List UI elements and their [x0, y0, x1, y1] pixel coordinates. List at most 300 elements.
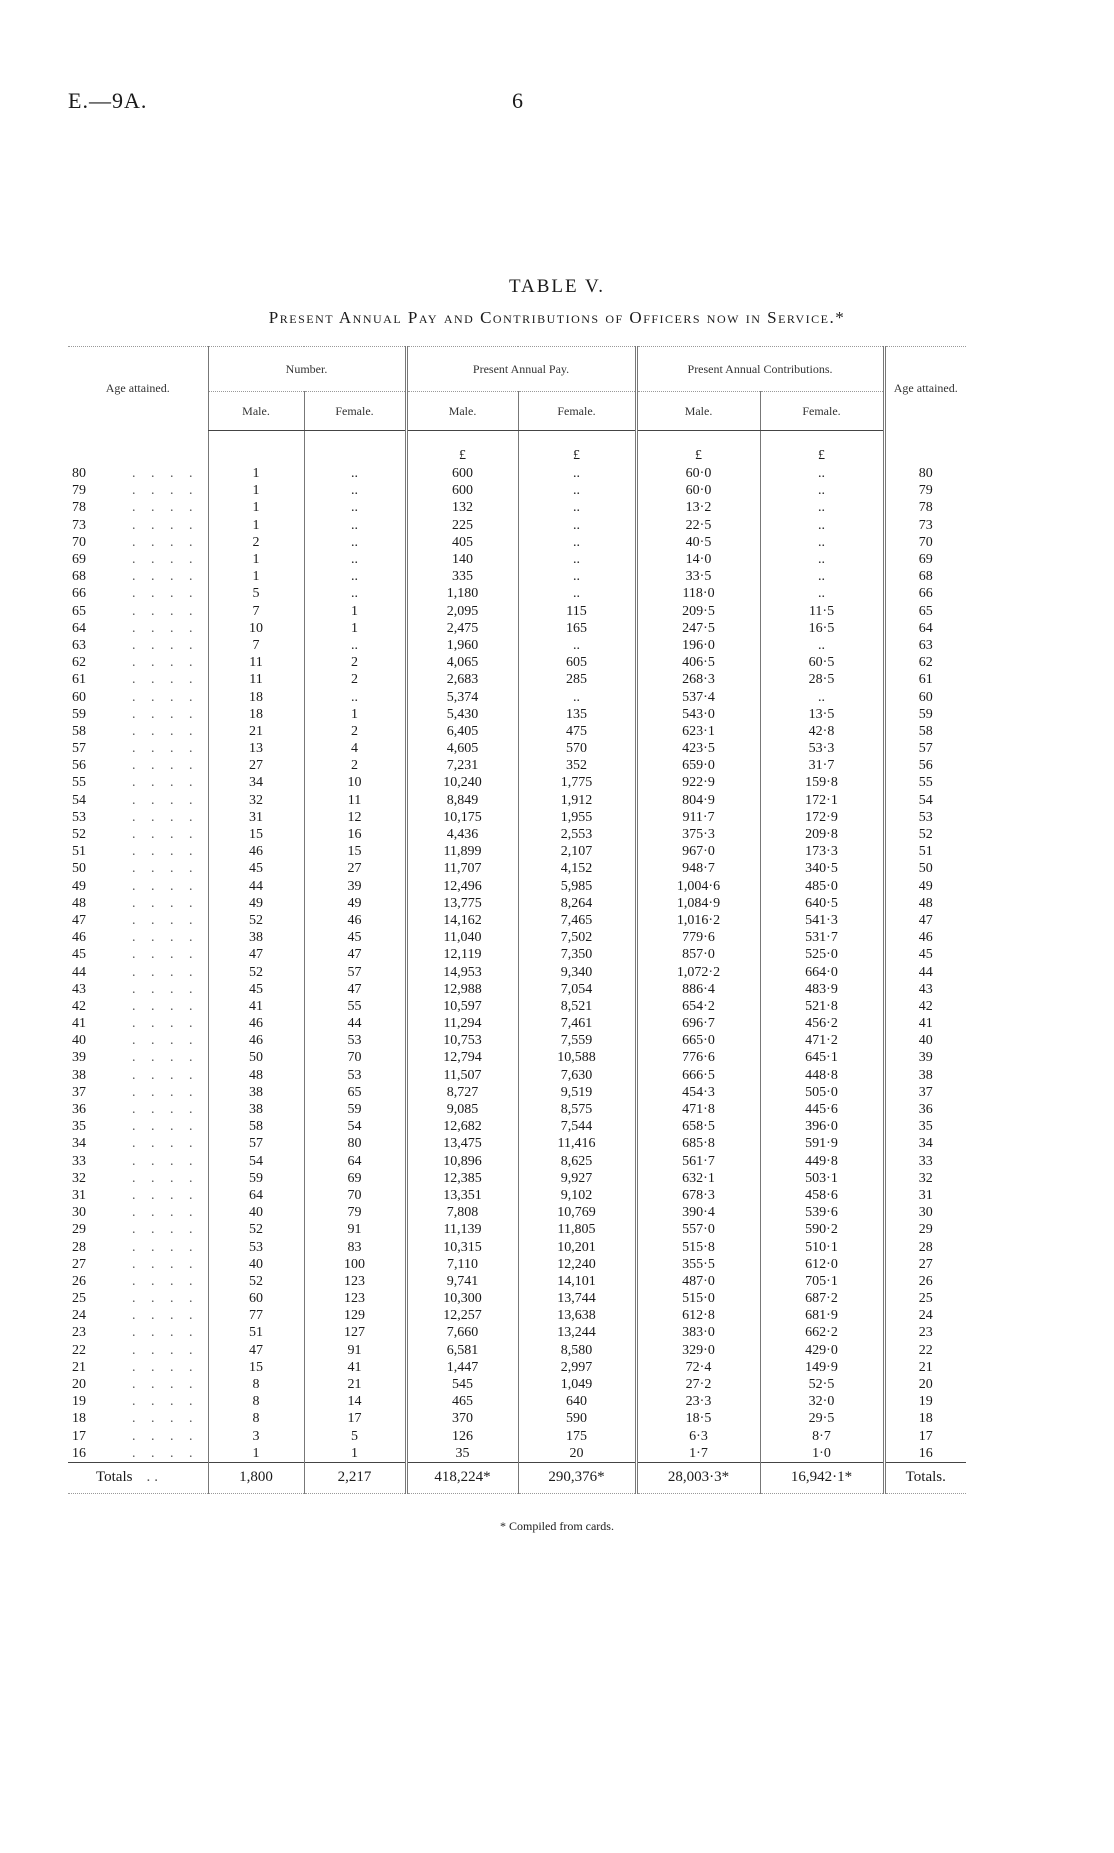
cell-number-female: 1	[304, 706, 406, 723]
cell-contrib-male: 804·9	[636, 792, 760, 809]
col-number-male: Male.	[208, 392, 304, 431]
cell-number-female: 54	[304, 1118, 406, 1135]
table-row	[68, 1342, 966, 1359]
cell-contrib-female: 53·3	[760, 740, 884, 757]
cell-number-male: 47	[208, 1342, 304, 1359]
cell-number-male: 31	[208, 809, 304, 826]
cell-number-female: 127	[304, 1324, 406, 1341]
cell-pay-female: ..	[518, 688, 636, 705]
cell-pay-female: 640	[518, 1393, 636, 1410]
cell-pay-male: 11,899	[406, 843, 518, 860]
cell-pay-male: 4,605	[406, 740, 518, 757]
cell-age: 35 . . . .	[72, 1119, 199, 1135]
cell-number-male: 21	[208, 723, 304, 740]
cell-age-right: 78	[884, 499, 966, 516]
cell-contrib-female: 340·5	[760, 860, 884, 877]
cell-pay-female: 8,625	[518, 1153, 636, 1170]
cell-pay-male: 10,753	[406, 1032, 518, 1049]
cell-age: 53 . . . .	[72, 809, 199, 825]
cell-age-right: 64	[884, 620, 966, 637]
cell-pay-female: ..	[518, 568, 636, 585]
cell-contrib-male: 654·2	[636, 998, 760, 1015]
cell-contrib-female: 159·8	[760, 774, 884, 791]
totals-label-right: Totals.	[884, 1462, 966, 1493]
cell-pay-female: 8,575	[518, 1101, 636, 1118]
cell-age: 38 . . . .	[72, 1067, 199, 1083]
cell-number-female: 45	[304, 929, 406, 946]
cell-number-male: 7	[208, 637, 304, 654]
cell-age-right: 63	[884, 637, 966, 654]
cell-contrib-female: 485·0	[760, 878, 884, 895]
cell-number-female: 39	[304, 878, 406, 895]
cell-number-female: 12	[304, 809, 406, 826]
cell-pay-female: 7,544	[518, 1118, 636, 1135]
cell-age: 78 . . . .	[72, 500, 199, 516]
cell-age-right: 73	[884, 517, 966, 534]
cell-pay-female: 2,553	[518, 826, 636, 843]
cell-age-right: 27	[884, 1256, 966, 1273]
cell-contrib-female: 612·0	[760, 1256, 884, 1273]
cell-contrib-female: 662·2	[760, 1324, 884, 1341]
cell-pay-female: 10,588	[518, 1049, 636, 1066]
cell-number-male: 11	[208, 671, 304, 688]
cell-age: 44 . . . .	[72, 964, 199, 980]
cell-age: 23 . . . .	[72, 1325, 199, 1341]
cell-contrib-male: 561·7	[636, 1153, 760, 1170]
cell-contrib-male: 537·4	[636, 688, 760, 705]
cell-contrib-female: 531·7	[760, 929, 884, 946]
cell-age-right: 16	[884, 1445, 966, 1463]
cell-number-female: 69	[304, 1170, 406, 1187]
cell-number-male: 47	[208, 946, 304, 963]
cell-number-male: 34	[208, 774, 304, 791]
cell-pay-male: 14,162	[406, 912, 518, 929]
cell-contrib-female: 8·7	[760, 1428, 884, 1445]
cell-age-right: 60	[884, 688, 966, 705]
cell-contrib-female: 52·5	[760, 1376, 884, 1393]
cell-age-right: 30	[884, 1204, 966, 1221]
cell-pay-male: 6,405	[406, 723, 518, 740]
cell-age-right: 52	[884, 826, 966, 843]
cell-number-male: 57	[208, 1135, 304, 1152]
cell-age-right: 48	[884, 895, 966, 912]
cell-number-male: 11	[208, 654, 304, 671]
cell-age-right: 36	[884, 1101, 966, 1118]
cell-pay-female: 11,805	[518, 1221, 636, 1238]
cell-pay-female: 285	[518, 671, 636, 688]
cell-contrib-male: 487·0	[636, 1273, 760, 1290]
cell-age: 69 . . . .	[72, 552, 199, 568]
table-row	[68, 878, 966, 895]
cell-age: 32 . . . .	[72, 1170, 199, 1186]
cell-age: 17 . . . .	[72, 1428, 199, 1444]
cell-contrib-male: 967·0	[636, 843, 760, 860]
table-row	[68, 551, 966, 568]
table-row	[68, 1049, 966, 1066]
cell-pay-female: 13,244	[518, 1324, 636, 1341]
cell-age-right: 38	[884, 1067, 966, 1084]
cell-age: 19 . . . .	[72, 1394, 199, 1410]
cell-pay-male: 10,896	[406, 1153, 518, 1170]
cell-number-female: ..	[304, 482, 406, 499]
cell-pay-male: 10,240	[406, 774, 518, 791]
table-row	[68, 1135, 966, 1152]
cell-number-male: 18	[208, 706, 304, 723]
cell-age: 63 . . . .	[72, 637, 199, 653]
cell-pay-male: 10,175	[406, 809, 518, 826]
cell-pay-female: ..	[518, 534, 636, 551]
cell-contrib-male: 515·8	[636, 1238, 760, 1255]
cell-number-male: 13	[208, 740, 304, 757]
cell-contrib-male: 911·7	[636, 809, 760, 826]
cell-pay-male: 405	[406, 534, 518, 551]
document-ref: E.—9A.	[68, 88, 148, 113]
table-row	[68, 1256, 966, 1273]
cell-pay-female: 5,985	[518, 878, 636, 895]
cell-number-female: 70	[304, 1049, 406, 1066]
cell-age: 65 . . . .	[72, 603, 199, 619]
cell-number-male: 45	[208, 860, 304, 877]
cell-contrib-female: 449·8	[760, 1153, 884, 1170]
cell-contrib-female: 505·0	[760, 1084, 884, 1101]
cell-contrib-male: 659·0	[636, 757, 760, 774]
cell-contrib-female: ..	[760, 517, 884, 534]
cell-age: 52 . . . .	[72, 827, 199, 843]
cell-contrib-male: 390·4	[636, 1204, 760, 1221]
cell-contrib-male: 72·4	[636, 1359, 760, 1376]
total-pay-male: 418,224*	[406, 1462, 518, 1493]
cell-pay-female: 570	[518, 740, 636, 757]
cell-age-right: 50	[884, 860, 966, 877]
cell-pay-male: 12,682	[406, 1118, 518, 1135]
cell-pay-male: 545	[406, 1376, 518, 1393]
col-contrib-female: Female.	[760, 392, 884, 431]
cell-pay-male: 11,040	[406, 929, 518, 946]
cell-contrib-female: 664·0	[760, 963, 884, 980]
cell-pay-male: 370	[406, 1410, 518, 1427]
table-row	[68, 826, 966, 843]
cell-age: 24 . . . .	[72, 1308, 199, 1324]
cell-pay-male: 10,300	[406, 1290, 518, 1307]
cell-number-male: 27	[208, 757, 304, 774]
table-row	[68, 843, 966, 860]
cell-pay-male: 5,374	[406, 688, 518, 705]
table-row	[68, 637, 966, 654]
cell-number-male: 5	[208, 585, 304, 602]
cell-pay-male: 12,385	[406, 1170, 518, 1187]
cell-contrib-male: 543·0	[636, 706, 760, 723]
col-contrib-header: Present Annual Contributions.	[636, 347, 884, 392]
cell-pay-male: 4,065	[406, 654, 518, 671]
cell-number-female: ..	[304, 534, 406, 551]
cell-pay-male: 7,808	[406, 1204, 518, 1221]
cell-age-right: 68	[884, 568, 966, 585]
table-row	[68, 792, 966, 809]
cell-number-male: 58	[208, 1118, 304, 1135]
cell-number-male: 1	[208, 568, 304, 585]
cell-number-female: 1	[304, 603, 406, 620]
cell-pay-male: 1,960	[406, 637, 518, 654]
cell-age: 64 . . . .	[72, 620, 199, 636]
cell-number-male: 32	[208, 792, 304, 809]
cell-contrib-male: 623·1	[636, 723, 760, 740]
cell-pay-female: ..	[518, 585, 636, 602]
total-pay-female: 290,376*	[518, 1462, 636, 1493]
table-row	[68, 1238, 966, 1255]
cell-pay-female: 10,201	[518, 1238, 636, 1255]
cell-contrib-female: 591·9	[760, 1135, 884, 1152]
cell-number-male: 2	[208, 534, 304, 551]
cell-age: 34 . . . .	[72, 1136, 199, 1152]
cell-age-right: 28	[884, 1238, 966, 1255]
cell-pay-male: 5,430	[406, 706, 518, 723]
cell-contrib-male: 6·3	[636, 1428, 760, 1445]
cell-contrib-male: 557·0	[636, 1221, 760, 1238]
col-pay-male: Male.	[406, 392, 518, 431]
table-row	[68, 809, 966, 826]
cell-pay-male: 132	[406, 499, 518, 516]
cell-pay-male: 10,597	[406, 998, 518, 1015]
cell-contrib-female: 521·8	[760, 998, 884, 1015]
cell-age-right: 57	[884, 740, 966, 757]
cell-pay-female: 7,630	[518, 1067, 636, 1084]
cell-age: 61 . . . .	[72, 672, 199, 688]
table-row	[68, 465, 966, 482]
total-contrib-male: 28,003·3*	[636, 1462, 760, 1493]
table-row	[68, 654, 966, 671]
footnote: * Compiled from cards.	[500, 1519, 614, 1533]
table-row	[68, 1359, 966, 1376]
table-row	[68, 1118, 966, 1135]
cell-number-male: 44	[208, 878, 304, 895]
table-row	[68, 603, 966, 620]
cell-age: 45 . . . .	[72, 947, 199, 963]
cell-pay-male: 465	[406, 1393, 518, 1410]
cell-number-female: 14	[304, 1393, 406, 1410]
cell-number-female: 83	[304, 1238, 406, 1255]
cell-contrib-female: 539·6	[760, 1204, 884, 1221]
cell-age-right: 31	[884, 1187, 966, 1204]
cell-number-male: 1	[208, 482, 304, 499]
cell-contrib-male: 406·5	[636, 654, 760, 671]
table-row	[68, 912, 966, 929]
cell-age-right: 46	[884, 929, 966, 946]
total-number-male: 1,800	[208, 1462, 304, 1493]
currency-symbol: £	[518, 445, 636, 465]
cell-number-female: 91	[304, 1221, 406, 1238]
cell-number-male: 8	[208, 1410, 304, 1427]
cell-age-right: 19	[884, 1393, 966, 1410]
cell-contrib-female: ..	[760, 688, 884, 705]
cell-number-female: ..	[304, 688, 406, 705]
cell-contrib-female: 471·2	[760, 1032, 884, 1049]
cell-number-male: 52	[208, 963, 304, 980]
cell-age: 66 . . . .	[72, 586, 199, 602]
cell-age: 33 . . . .	[72, 1153, 199, 1169]
cell-contrib-female: ..	[760, 465, 884, 482]
cell-age: 46 . . . .	[72, 930, 199, 946]
cell-number-male: 51	[208, 1324, 304, 1341]
cell-number-female: 1	[304, 620, 406, 637]
table-row	[68, 1428, 966, 1445]
cell-number-male: 46	[208, 1032, 304, 1049]
cell-age: 28 . . . .	[72, 1239, 199, 1255]
cell-contrib-female: 11·5	[760, 603, 884, 620]
table-row	[68, 620, 966, 637]
cell-pay-female: 590	[518, 1410, 636, 1427]
cell-contrib-female: 645·1	[760, 1049, 884, 1066]
cell-number-female: 80	[304, 1135, 406, 1152]
cell-number-male: 46	[208, 843, 304, 860]
cell-number-female: 2	[304, 723, 406, 740]
cell-number-female: 53	[304, 1067, 406, 1084]
cell-contrib-male: 857·0	[636, 946, 760, 963]
cell-pay-male: 225	[406, 517, 518, 534]
cell-number-male: 77	[208, 1307, 304, 1324]
cell-age-right: 58	[884, 723, 966, 740]
cell-pay-male: 7,231	[406, 757, 518, 774]
cell-pay-female: 1,955	[518, 809, 636, 826]
cell-contrib-male: 209·5	[636, 603, 760, 620]
pay-table	[68, 346, 966, 1494]
cell-contrib-female: 525·0	[760, 946, 884, 963]
cell-contrib-female: 458·6	[760, 1187, 884, 1204]
cell-number-female: 1	[304, 1445, 406, 1463]
cell-pay-male: 9,085	[406, 1101, 518, 1118]
cell-contrib-female: 172·1	[760, 792, 884, 809]
table-row	[68, 1445, 966, 1463]
cell-number-male: 59	[208, 1170, 304, 1187]
cell-number-male: 48	[208, 1067, 304, 1084]
cell-age: 49 . . . .	[72, 878, 199, 894]
cell-number-male: 1	[208, 551, 304, 568]
cell-contrib-male: 685·8	[636, 1135, 760, 1152]
cell-contrib-male: 23·3	[636, 1393, 760, 1410]
cell-age-right: 35	[884, 1118, 966, 1135]
cell-age-right: 20	[884, 1376, 966, 1393]
cell-pay-male: 11,294	[406, 1015, 518, 1032]
table-body	[68, 431, 966, 1463]
cell-contrib-female: 209·8	[760, 826, 884, 843]
table-row	[68, 517, 966, 534]
cell-contrib-female: 13·5	[760, 706, 884, 723]
cell-age: 20 . . . .	[72, 1377, 199, 1393]
cell-pay-male: 9,741	[406, 1273, 518, 1290]
cell-contrib-male: 247·5	[636, 620, 760, 637]
cell-pay-female: 4,152	[518, 860, 636, 877]
cell-number-female: 47	[304, 981, 406, 998]
cell-number-female: ..	[304, 465, 406, 482]
cell-pay-male: 600	[406, 482, 518, 499]
table-row	[68, 1153, 966, 1170]
cell-number-female: 64	[304, 1153, 406, 1170]
cell-number-male: 3	[208, 1428, 304, 1445]
col-contrib-male: Male.	[636, 392, 760, 431]
table-row	[68, 1273, 966, 1290]
cell-pay-male: 8,849	[406, 792, 518, 809]
cell-age: 56 . . . .	[72, 758, 199, 774]
cell-age-right: 34	[884, 1135, 966, 1152]
cell-pay-female: 175	[518, 1428, 636, 1445]
table-row	[68, 1410, 966, 1427]
cell-pay-male: 600	[406, 465, 518, 482]
cell-age: 37 . . . .	[72, 1084, 199, 1100]
table-row	[68, 1307, 966, 1324]
cell-age-right: 54	[884, 792, 966, 809]
cell-contrib-male: 515·0	[636, 1290, 760, 1307]
cell-number-female: 59	[304, 1101, 406, 1118]
cell-pay-male: 4,436	[406, 826, 518, 843]
cell-contrib-female: ..	[760, 499, 884, 516]
cell-age: 55 . . . .	[72, 775, 199, 791]
cell-age-right: 42	[884, 998, 966, 1015]
cell-contrib-male: 27·2	[636, 1376, 760, 1393]
cell-contrib-female: 541·3	[760, 912, 884, 929]
cell-pay-female: 2,107	[518, 843, 636, 860]
cell-contrib-male: 33·5	[636, 568, 760, 585]
cell-number-male: 50	[208, 1049, 304, 1066]
table-row	[68, 1101, 966, 1118]
cell-pay-male: 2,475	[406, 620, 518, 637]
table-row	[68, 757, 966, 774]
cell-pay-male: 7,110	[406, 1256, 518, 1273]
cell-contrib-male: 60·0	[636, 465, 760, 482]
cell-contrib-male: 454·3	[636, 1084, 760, 1101]
cell-age: 30 . . . .	[72, 1205, 199, 1221]
cell-pay-male: 10,315	[406, 1238, 518, 1255]
cell-pay-female: ..	[518, 637, 636, 654]
cell-age: 59 . . . .	[72, 706, 199, 722]
cell-contrib-male: 612·8	[636, 1307, 760, 1324]
cell-contrib-male: 666·5	[636, 1067, 760, 1084]
cell-age-right: 59	[884, 706, 966, 723]
currency-symbol: £	[406, 445, 518, 465]
cell-pay-male: 6,581	[406, 1342, 518, 1359]
cell-number-female: 44	[304, 1015, 406, 1032]
cell-contrib-male: 118·0	[636, 585, 760, 602]
cell-age-right: 17	[884, 1428, 966, 1445]
cell-number-female: 5	[304, 1428, 406, 1445]
cell-age: 16 . . . .	[72, 1445, 199, 1461]
table-row	[68, 568, 966, 585]
cell-age: 73 . . . .	[72, 517, 199, 533]
cell-age: 27 . . . .	[72, 1256, 199, 1272]
cell-pay-female: 352	[518, 757, 636, 774]
cell-number-male: 15	[208, 826, 304, 843]
currency-symbol: £	[760, 445, 884, 465]
cell-contrib-female: 60·5	[760, 654, 884, 671]
cell-number-female: 2	[304, 671, 406, 688]
cell-number-male: 49	[208, 895, 304, 912]
cell-pay-female: 7,465	[518, 912, 636, 929]
cell-contrib-male: 268·3	[636, 671, 760, 688]
cell-age: 18 . . . .	[72, 1411, 199, 1427]
cell-age: 68 . . . .	[72, 569, 199, 585]
cell-contrib-female: 149·9	[760, 1359, 884, 1376]
cell-pay-male: 7,660	[406, 1324, 518, 1341]
cell-age: 60 . . . .	[72, 689, 199, 705]
cell-contrib-female: 396·0	[760, 1118, 884, 1135]
cell-number-female: 17	[304, 1410, 406, 1427]
cell-contrib-female: ..	[760, 534, 884, 551]
cell-pay-male: 335	[406, 568, 518, 585]
cell-pay-female: 14,101	[518, 1273, 636, 1290]
cell-age: 40 . . . .	[72, 1033, 199, 1049]
cell-number-female: 123	[304, 1273, 406, 1290]
cell-number-male: 45	[208, 981, 304, 998]
table-row	[68, 1170, 966, 1187]
cell-number-male: 7	[208, 603, 304, 620]
